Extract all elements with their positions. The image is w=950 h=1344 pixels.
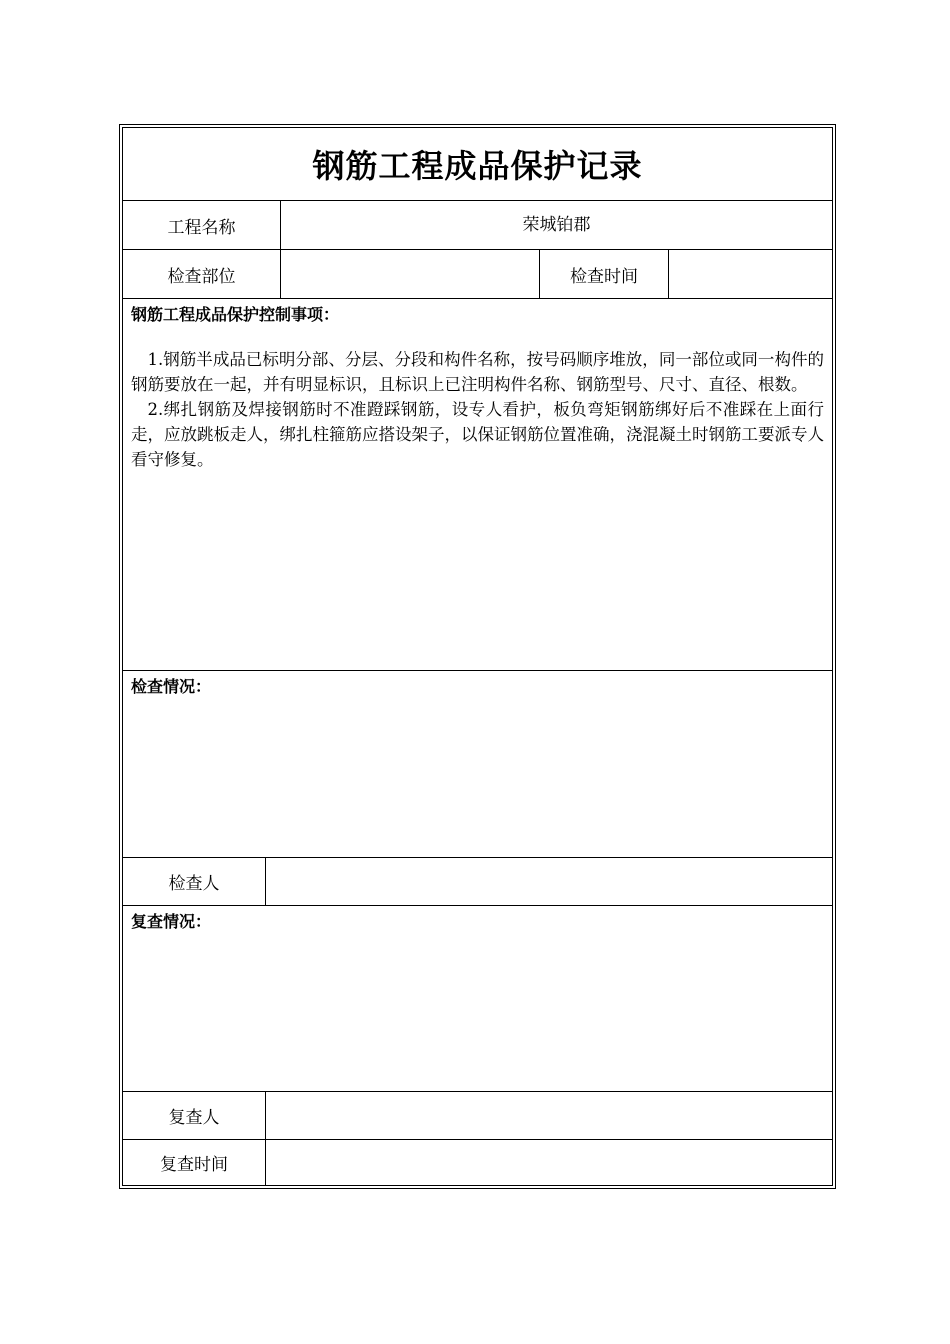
- control-items-heading: 钢筋工程成品保护控制事项：: [131, 305, 340, 324]
- recheck-time-value: [266, 1140, 832, 1185]
- control-items-text: [131, 347, 824, 472]
- project-name-value: 荣城铂郡: [522, 215, 591, 235]
- control-item: 2.绑扎钢筋及焊接钢筋时不准蹬踩钢筋，设专人看护，板负弯矩钢筋绑好后不准踩在上面行走，应放跳板走人，绑扎柱箍筋应搭设架子，以保证钢筋位置准确，浇混凝土时钢筋工要派专人看守修复。: [131, 400, 824, 469]
- inspection-location-value: [281, 250, 540, 298]
- recheck-section: [123, 906, 832, 1092]
- reinspector-row: [123, 1092, 832, 1140]
- inspection-location-label: 检查部位: [123, 250, 281, 298]
- control-item: 1.钢筋半成品已标明分部、分层、分段和构件名称，按号码顺序堆放，同一部位或同一构件的钢筋要放在一起，并有明显标识，且标识上已注明构件名称、钢筋型号、尺寸、直径、根数。: [131, 350, 824, 394]
- check-section: [123, 671, 832, 858]
- control-items-section: [123, 299, 832, 671]
- inspection-time-value: [669, 250, 832, 298]
- project-name-label: 工程名称: [123, 201, 281, 249]
- project-row: [123, 201, 832, 250]
- check-heading: 检查情况：: [131, 677, 212, 696]
- inspector-row: [123, 858, 832, 906]
- recheck-time-row: [123, 1140, 832, 1185]
- inspector-label: 检查人: [123, 858, 266, 905]
- reinspector-value: [266, 1092, 832, 1139]
- title-row: [123, 128, 832, 201]
- recheck-time-label: 复查时间: [123, 1140, 266, 1185]
- record-form-table: [122, 127, 833, 1186]
- form-title: 钢筋工程成品保护记录: [312, 147, 643, 185]
- inspector-value: [266, 858, 832, 905]
- reinspector-label: 复查人: [123, 1092, 266, 1139]
- inspection-row: [123, 250, 832, 299]
- inspection-time-label: 检查时间: [540, 250, 669, 298]
- recheck-heading: 复查情况：: [131, 912, 212, 931]
- record-form-frame: [119, 124, 836, 1189]
